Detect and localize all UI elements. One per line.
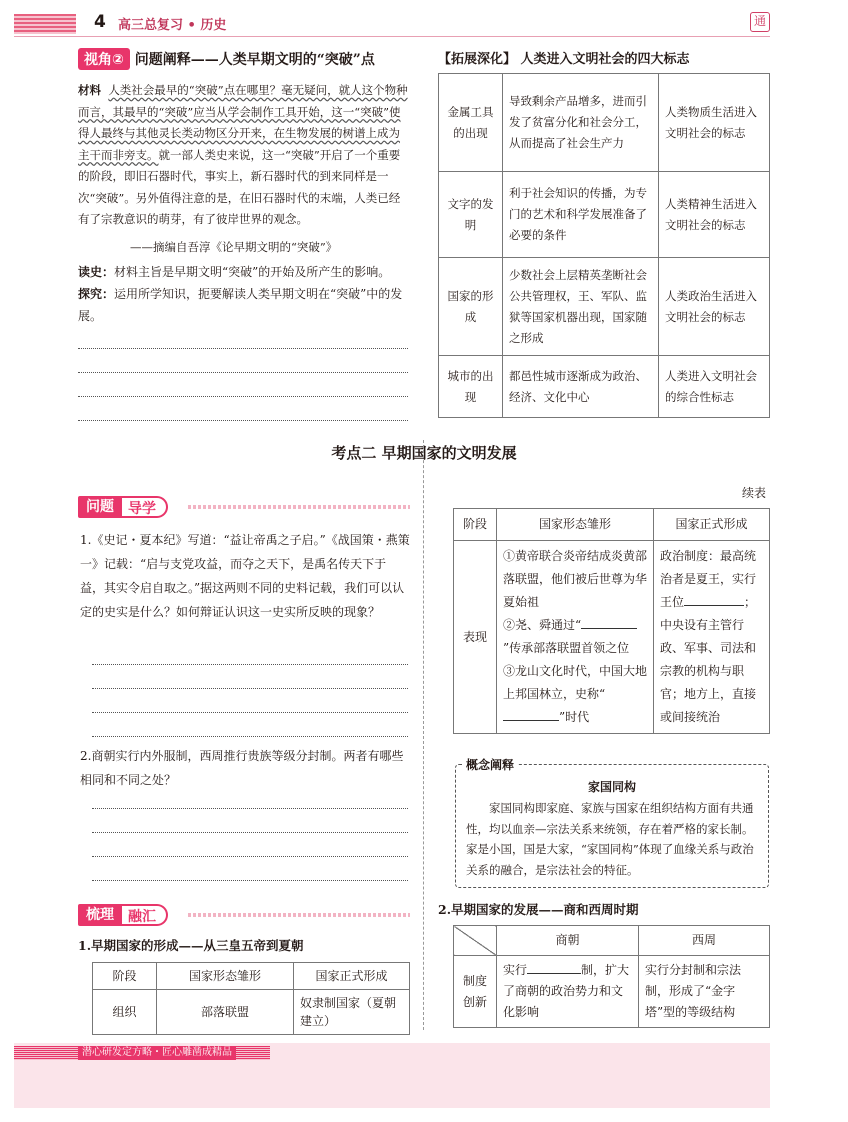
- proto-item-3: [503, 660, 647, 729]
- concept-body: 家国同构即家庭、家族与国家在组织结构方面有共通性，均以血亲—宗法关系来统领，存在着严格的家长制。家是小国，国是大家，“家国同构”体现了血缘关系与政治关系的融合，是宗法社会的特征。: [466, 801, 754, 877]
- mark-effect: 导致剩余产品增多，进而引发了贫富分化和社会分工，从而提高了社会生产力: [503, 74, 659, 172]
- col-header: 国家正式形成: [294, 963, 410, 990]
- col-header: 西周: [639, 926, 770, 956]
- mark-effect: 都邑性城市逐渐成为政治、经济、文化中心: [503, 356, 659, 418]
- shuli-label-2: 融汇: [122, 904, 168, 926]
- cell-formal: 奴隶制国家（夏朝建立）: [294, 990, 410, 1035]
- table-header-row: [454, 509, 770, 541]
- answer-line[interactable]: [78, 372, 408, 373]
- column-divider: [423, 440, 424, 1030]
- footer-motto: 潜心研发定方略・匠心雕凿成精品: [78, 1046, 236, 1060]
- answer-line[interactable]: [92, 688, 408, 689]
- cell-proto: 部落联盟: [157, 990, 294, 1035]
- read-text: 材料主旨是早期文明“突破”的开始及所产生的影响。: [114, 265, 391, 279]
- mark-effect: 利于社会知识的传播，为专门的艺术和科学发展准备了必要的条件: [503, 172, 659, 258]
- view-heading-text: 问题阐释——人类早期文明的“突破”点: [134, 52, 375, 68]
- mark-significance: 人类进入文明社会的综合性标志: [659, 356, 770, 418]
- table-row: [439, 74, 770, 172]
- answer-line[interactable]: [78, 420, 408, 421]
- material-text-2: 就一部人类史来说，这一“突破”开启了一个重要的阶段，即旧石器时代，事实上，新石器时代的到来同样是一次“突破”。另外值得注意的是，在旧石器时代的末端，人类已经有了宗教意识的萌芽，有了彼岸世界的观念。: [78, 147, 401, 226]
- fill-blank[interactable]: [581, 615, 637, 629]
- shang-text-b: 制，扩大了商朝的政治势力和文化影响: [503, 963, 630, 1019]
- col-header: 国家形态雏形: [157, 963, 294, 990]
- extension-heading: 【拓展深化】 人类进入文明社会的四大标志: [438, 52, 690, 67]
- mark-significance: 人类精神生活进入文明社会的标志: [659, 172, 770, 258]
- proto-2-text-a: ②尧、舜通过“: [503, 618, 582, 632]
- mark-name: 国家的形成: [439, 258, 503, 356]
- answer-line[interactable]: [78, 348, 408, 349]
- table-header-row: [93, 963, 410, 990]
- book-title: 高三总复习 • 历史: [118, 18, 227, 33]
- development-heading: 2.早期国家的发展——商和西周时期: [438, 902, 639, 917]
- answer-line[interactable]: [92, 808, 408, 809]
- material-paragraph: [78, 80, 410, 231]
- header-rule: [14, 36, 770, 37]
- col-header: 国家形态雏形: [497, 509, 654, 541]
- concept-tag: 概念阐释: [462, 756, 518, 773]
- edition-badge: 通: [750, 12, 770, 32]
- civilization-marks-table: [438, 73, 770, 418]
- answer-line[interactable]: [92, 736, 408, 737]
- answer-line[interactable]: [92, 664, 408, 665]
- cell-shang: [497, 956, 639, 1028]
- explore-label: 探究：: [78, 287, 115, 301]
- read-explore: [78, 261, 410, 327]
- answer-line[interactable]: [92, 832, 408, 833]
- table-row: [439, 258, 770, 356]
- proto-item-2: [503, 614, 647, 660]
- view-tag: 视角②: [78, 48, 130, 70]
- header-decoration: [14, 14, 76, 34]
- fill-blank[interactable]: [527, 960, 581, 974]
- wenti-label: 问题: [78, 496, 122, 518]
- mark-name: 城市的出现: [439, 356, 503, 418]
- material-text-1: 人类社会最早的“突破”点在哪里？毫无疑问，就人这个物种而言，其最早的“突破”应当从学会制作工具开始，这一“突破”使得人最终与其他灵长类动物区分开来，在生物发展的树谱上成为主干而非旁支。: [78, 83, 408, 162]
- answer-line[interactable]: [78, 396, 408, 397]
- read-label: 读史：: [78, 265, 115, 279]
- table-row: [439, 172, 770, 258]
- answer-line[interactable]: [92, 712, 408, 713]
- cell-stage: 组织: [93, 990, 157, 1035]
- formal-text-2: ；中央设有主管行政、军事、司法和宗教的机构与职官；地方上，直接或间接统治: [660, 595, 757, 724]
- formation-table: [92, 962, 410, 1035]
- page-number: 4: [94, 12, 106, 32]
- wenti-label-2: 导学: [122, 496, 168, 518]
- shang-text-a: 实行: [503, 963, 528, 977]
- wenti-header: [78, 496, 410, 516]
- formal-text-1: 政治制度：最高统治者是夏王，实行王位: [660, 549, 757, 609]
- answer-line[interactable]: [92, 856, 408, 857]
- mark-significance: 人类政治生活进入文明社会的标志: [659, 258, 770, 356]
- concept-title: 家国同构: [587, 780, 636, 794]
- col-header: 阶段: [93, 963, 157, 990]
- development-table: [453, 925, 770, 1028]
- material-label: 材料: [78, 83, 101, 97]
- view-heading: [78, 48, 375, 70]
- continued-table: [453, 508, 770, 734]
- question-1: 1.《史记・夏本纪》写道：“益让帝禹之子启。”《战国策・燕策一》记载：“启与支党攻益，而夺之天下，是禹名传天下于益，其实令启自取之。”据这两则不同的史料记载，我们可以认定的史实是什么？如何辩证认识这一史实所反映的现象？: [80, 533, 410, 619]
- fill-blank[interactable]: [684, 592, 744, 606]
- col-header: 国家正式形成: [654, 509, 770, 541]
- proto-3-text-a: ③龙山文化时代，中国大地上邦国林立，史称“: [503, 664, 648, 701]
- mark-name: 金属工具的出现: [439, 74, 503, 172]
- section-title: 考点二 早期国家的文明发展: [331, 444, 517, 462]
- table-header-row: [454, 926, 770, 956]
- diagonal-header-cell: [454, 926, 497, 956]
- fill-blank[interactable]: [503, 707, 559, 721]
- header-stripe: [188, 913, 410, 917]
- proto-item-1: ①黄帝联合炎帝结成炎黄部落联盟，他们被后世尊为华夏始祖: [503, 549, 648, 609]
- cell-zhou: 实行分封制和宗法制，形成了“金字塔”型的等级结构: [639, 956, 770, 1028]
- shuli-header: [78, 904, 410, 924]
- table-row: [454, 541, 770, 734]
- formation-heading: 1.早期国家的形成——从三皇五帝到夏朝: [78, 938, 304, 953]
- mark-name: 文字的发明: [439, 172, 503, 258]
- cell-stage: 表现: [454, 541, 497, 734]
- cell-label: 制度创新: [454, 956, 497, 1028]
- material-source: ——摘编自吾淳《论早期文明的“突破”》: [130, 240, 338, 254]
- cell-proto: [497, 541, 654, 734]
- table-row: [93, 990, 410, 1035]
- header-stripe: [188, 505, 410, 509]
- col-header: 商朝: [497, 926, 639, 956]
- shuli-label: 梳理: [78, 904, 122, 926]
- cell-formal: [654, 541, 770, 734]
- table-row: [454, 956, 770, 1028]
- table-row: [439, 356, 770, 418]
- question-2: 2.商朝实行内外服制，西周推行贵族等级分封制。两者有哪些相同和不同之处？: [80, 749, 404, 787]
- continued-label: 续表: [742, 486, 767, 500]
- proto-3-text-b: ”时代: [559, 710, 590, 724]
- proto-2-text-b: ”传承部落联盟首领之位: [503, 641, 630, 655]
- mark-effect: 少数社会上层精英垄断社会公共管理权，王、军队、监狱等国家机器出现，国家随之形成: [503, 258, 659, 356]
- answer-line[interactable]: [92, 880, 408, 881]
- explore-text: 运用所学知识，扼要解读人类早期文明在“突破”中的发展。: [78, 287, 403, 323]
- mark-significance: 人类物质生活进入文明社会的标志: [659, 74, 770, 172]
- col-header: 阶段: [454, 509, 497, 541]
